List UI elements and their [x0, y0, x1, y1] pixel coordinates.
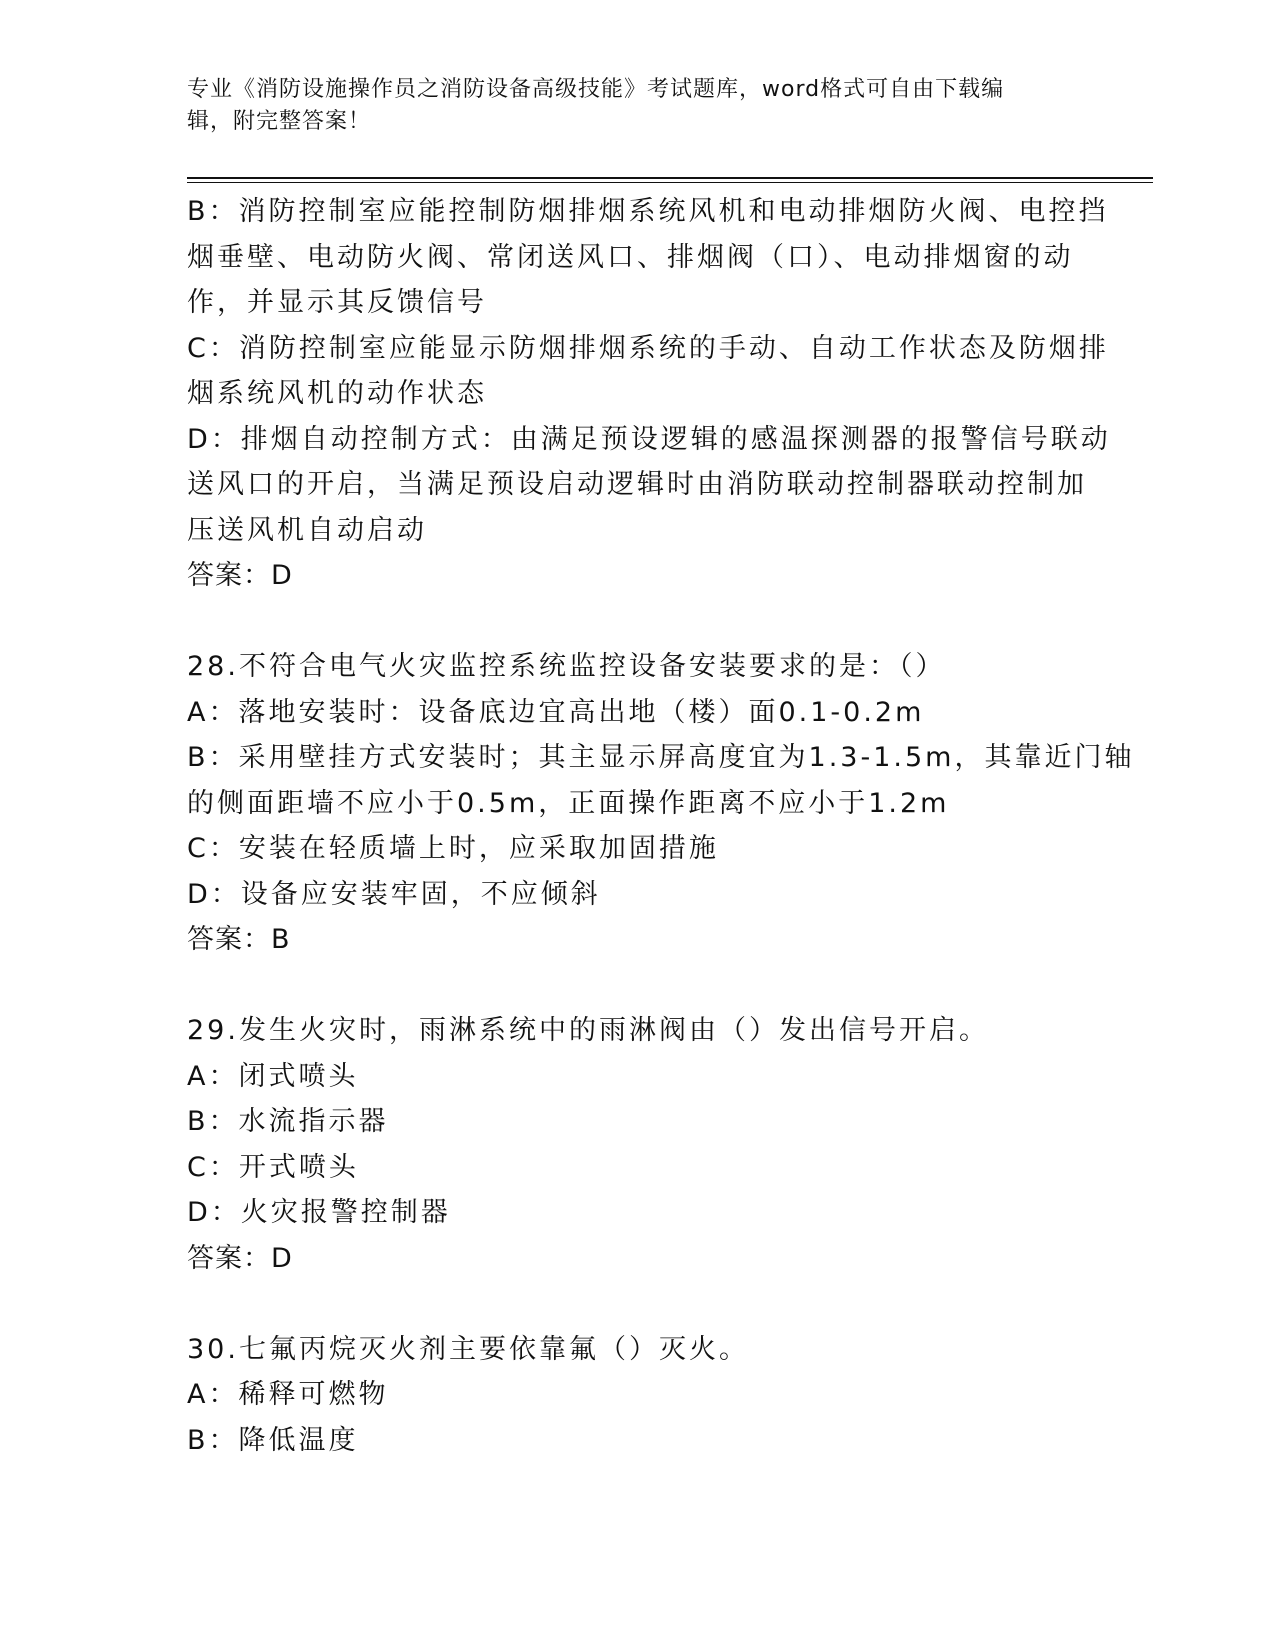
answer-text: 答案：D — [187, 560, 293, 591]
option-c-line: 烟系统风机的动作状态 — [187, 378, 487, 409]
option-d-line: D：排烟自动控制方式：由满足预设逻辑的感温探测器的报警信号联动 — [187, 423, 1111, 455]
option-d-line: 送风口的开启，当满足预设启动逻辑时由消防联动控制器联动控制加 — [187, 469, 1087, 500]
question-29 — [187, 1008, 1077, 1281]
question-text: 28.不符合电气火灾监控系统监控设备安装要求的是：（） — [187, 651, 946, 682]
option-b: B：降低温度 — [187, 1424, 359, 1456]
answer-text: 答案：B — [187, 924, 291, 955]
option-a: A：闭式喷头 — [187, 1060, 359, 1092]
option-b-line: B：采用壁挂方式安装时；其主显示屏高度宜为1.3-1.5m，其靠近门轴 — [187, 742, 1135, 773]
question-30 — [187, 1327, 1077, 1464]
option-b-line: 作，并显示其反馈信号 — [187, 287, 487, 318]
option-b-line: B：消防控制室应能控制防烟排烟系统风机和电动排烟防火阀、电控挡 — [187, 196, 1109, 227]
option-c: C：安装在轻质墙上时，应采取加固措施 — [187, 833, 719, 864]
option-c-line: C：消防控制室应能显示防烟排烟系统的手动、自动工作状态及防烟排 — [187, 332, 1109, 364]
answer-text: 答案：D — [187, 1242, 293, 1274]
spacer — [187, 599, 1077, 645]
spacer — [187, 963, 1077, 1009]
option-b: B：水流指示器 — [187, 1106, 389, 1137]
option-d-line: 压送风机自动启动 — [187, 514, 427, 546]
question-text: 29.发生火灾时，雨淋系统中的雨淋阀由（）发出信号开启。 — [187, 1015, 989, 1046]
option-b-line: 的侧面距墙不应小于0.5m，正面操作距离不应小于1.2m — [187, 787, 950, 819]
option-a: A：稀释可燃物 — [187, 1379, 389, 1410]
header-title-line-1: 专业《消防设施操作员之消防设备高级技能》考试题库，word格式可自由下载编 — [187, 77, 1005, 102]
header-title-line-2: 辑，附完整答案！ — [187, 109, 372, 134]
option-c: C：开式喷头 — [187, 1151, 359, 1183]
option-d: D：设备应安装牢固，不应倾斜 — [187, 878, 601, 910]
question-text: 30.七氟丙烷灭火剂主要依靠氟（）灭火。 — [187, 1333, 749, 1365]
spacer — [187, 1281, 1077, 1327]
option-d: D：火灾报警控制器 — [187, 1197, 451, 1228]
option-b-line: 烟垂壁、电动防火阀、常闭送风口、排烟阀（口）、电动排烟窗的动 — [187, 241, 1074, 273]
question-27-tail — [187, 189, 1111, 599]
header-divider-thick — [187, 177, 1153, 179]
question-content — [187, 189, 1135, 1463]
question-28 — [187, 644, 1135, 963]
option-a: A：落地安装时：设备底边宜高出地（楼）面0.1-0.2m — [187, 696, 925, 728]
document-header — [187, 74, 1067, 138]
header-divider-thin — [187, 182, 1153, 183]
